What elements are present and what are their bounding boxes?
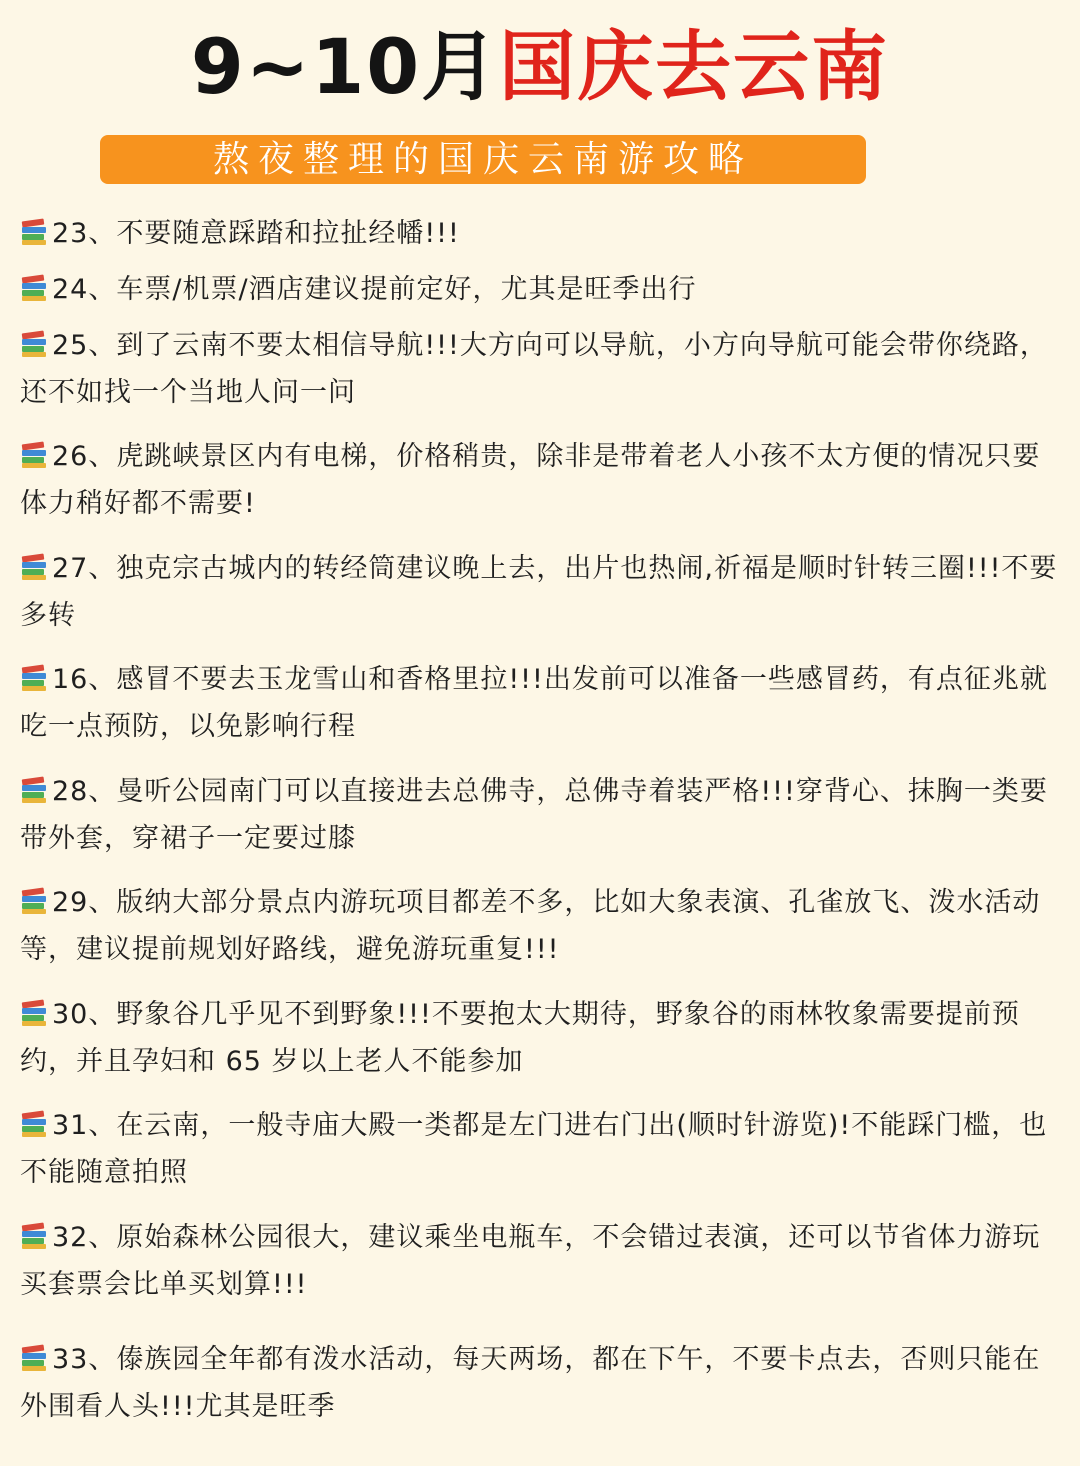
tip-text: 27、独克宗古城内的转经筒建议晚上去，出片也热闹,祈福是顺时针转三圈!!!不要多转 xyxy=(20,553,1058,631)
tip-item xyxy=(20,433,1060,527)
tip-item xyxy=(20,656,1060,750)
books-icon xyxy=(20,220,48,246)
tip-text: 32、原始森林公园很大，建议乘坐电瓶车，不会错过表演，还可以节省体力游玩买套票会比单买划算!!! xyxy=(20,1222,1041,1300)
books-icon xyxy=(20,1112,48,1138)
tip-text: 26、虎跳峡景区内有电梯，价格稍贵，除非是带着老人小孩不太方便的情况只要体力稍好都不需要! xyxy=(20,441,1041,519)
tip-text: 23、不要随意踩踏和拉扯经幡!!! xyxy=(52,218,460,249)
tip-text: 29、版纳大部分景点内游玩项目都差不多，比如大象表演、孔雀放飞、泼水活动等，建议提前规划好路线，避免游玩重复!!! xyxy=(20,887,1041,965)
books-icon xyxy=(20,1224,48,1250)
title-destination: 国庆去云南 xyxy=(499,22,890,111)
books-icon xyxy=(20,666,48,692)
tip-item xyxy=(20,879,1060,973)
tip-item xyxy=(20,1336,1060,1430)
tip-text: 24、车票/机票/酒店建议提前定好，尤其是旺季出行 xyxy=(52,274,697,305)
books-icon xyxy=(20,332,48,358)
books-icon xyxy=(20,555,48,581)
tip-text: 25、到了云南不要太相信导航!!!大方向可以导航，小方向导航可能会带你绕路，还不如找一个当地人问一问 xyxy=(20,330,1048,408)
tip-item xyxy=(20,322,1060,416)
tip-item xyxy=(20,991,1060,1085)
books-icon xyxy=(20,1346,48,1372)
books-icon xyxy=(20,443,48,469)
books-icon xyxy=(20,1001,48,1027)
subtitle-banner: 熬夜整理的国庆云南游攻略 xyxy=(100,135,866,184)
tip-item xyxy=(20,210,1060,257)
tip-item xyxy=(20,545,1060,639)
page-title xyxy=(0,22,1080,112)
tip-text: 16、感冒不要去玉龙雪山和香格里拉!!!出发前可以准备一些感冒药，有点征兆就吃一点预防，以免影响行程 xyxy=(20,664,1048,742)
tip-item xyxy=(20,1102,1060,1196)
tip-text: 33、傣族园全年都有泼水活动，每天两场，都在下午，不要卡点去，否则只能在外围看人头!!!尤其是旺季 xyxy=(20,1344,1041,1422)
tip-text: 30、野象谷几乎见不到野象!!!不要抱太大期待，野象谷的雨林牧象需要提前预约，并且孕妇和 65 岁以上老人不能参加 xyxy=(20,999,1020,1077)
tip-item xyxy=(20,266,1060,313)
books-icon xyxy=(20,889,48,915)
books-icon xyxy=(20,778,48,804)
tip-item xyxy=(20,768,1060,862)
title-date: 9~10月 xyxy=(190,22,500,111)
tip-text: 31、在云南，一般寺庙大殿一类都是左门进右门出(顺时针游览)!不能踩门槛，也不能随意拍照 xyxy=(20,1110,1048,1188)
tip-text: 28、曼听公园南门可以直接进去总佛寺，总佛寺着装严格!!!穿背心、抹胸一类要带外套，穿裙子一定要过膝 xyxy=(20,776,1048,854)
books-icon xyxy=(20,276,48,302)
tip-item xyxy=(20,1214,1060,1308)
